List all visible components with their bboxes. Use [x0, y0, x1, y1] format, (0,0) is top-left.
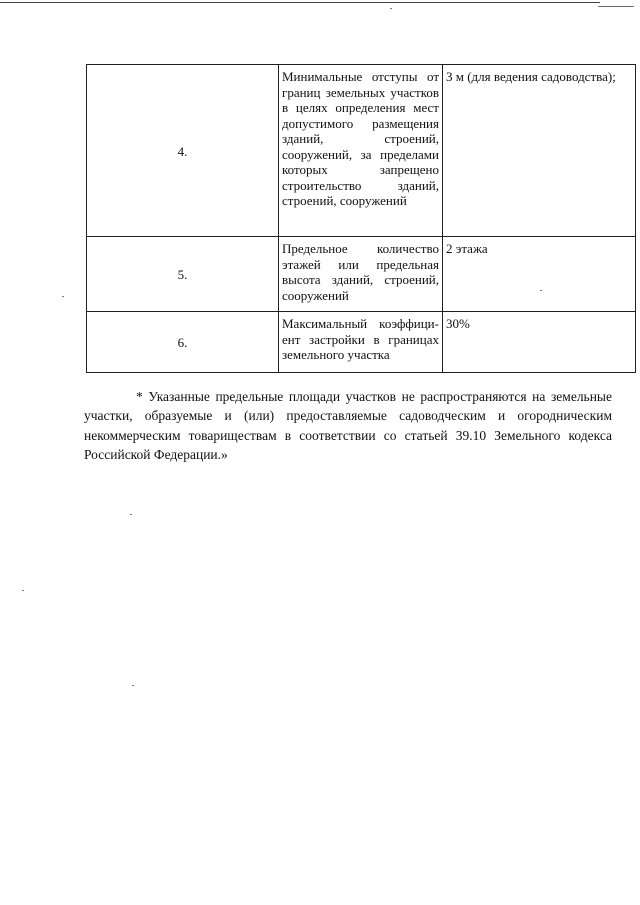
- scan-speck: [132, 685, 134, 686]
- footnote: * Указанные предельные площади участков не распространяются на земельные участки, образуемые и (или) предоставляемые садоводческим и огородническим некоммерческим товариществам в соответствии со статьей 39.10 Земельного кодекса Российской Федерации.»: [84, 388, 612, 462]
- row-value: 3 м (для ведения садоводства);: [443, 65, 636, 237]
- row-number: 5.: [87, 237, 279, 312]
- land-plot-norms-table: [86, 64, 636, 373]
- row-number: 6.: [87, 312, 279, 373]
- table-row: [87, 65, 636, 237]
- row-parameter: Предельное количество этажей или предельная высота зданий, строений, сооружений: [279, 237, 443, 312]
- table-row: [87, 237, 636, 312]
- top-rule: [0, 2, 600, 3]
- scan-speck: [390, 8, 392, 9]
- scan-speck: [62, 296, 64, 297]
- top-rule-right: [598, 6, 634, 7]
- table-row: [87, 312, 636, 373]
- row-parameter: Минимальные отступы от границ земельных участков в целях определения мест допустимого размещения зданий, строений, сооружений, за пределами которых запрещено строительство зданий, строений, сооружений: [279, 65, 443, 237]
- row-value: 2 этажа: [443, 237, 636, 312]
- scan-speck: [130, 514, 132, 515]
- row-value: 30%: [443, 312, 636, 373]
- row-number: 4.: [87, 65, 279, 237]
- row-parameter: Максимальный коэффициент застройки в границах земельного участка: [279, 312, 443, 373]
- scan-speck: [22, 590, 24, 591]
